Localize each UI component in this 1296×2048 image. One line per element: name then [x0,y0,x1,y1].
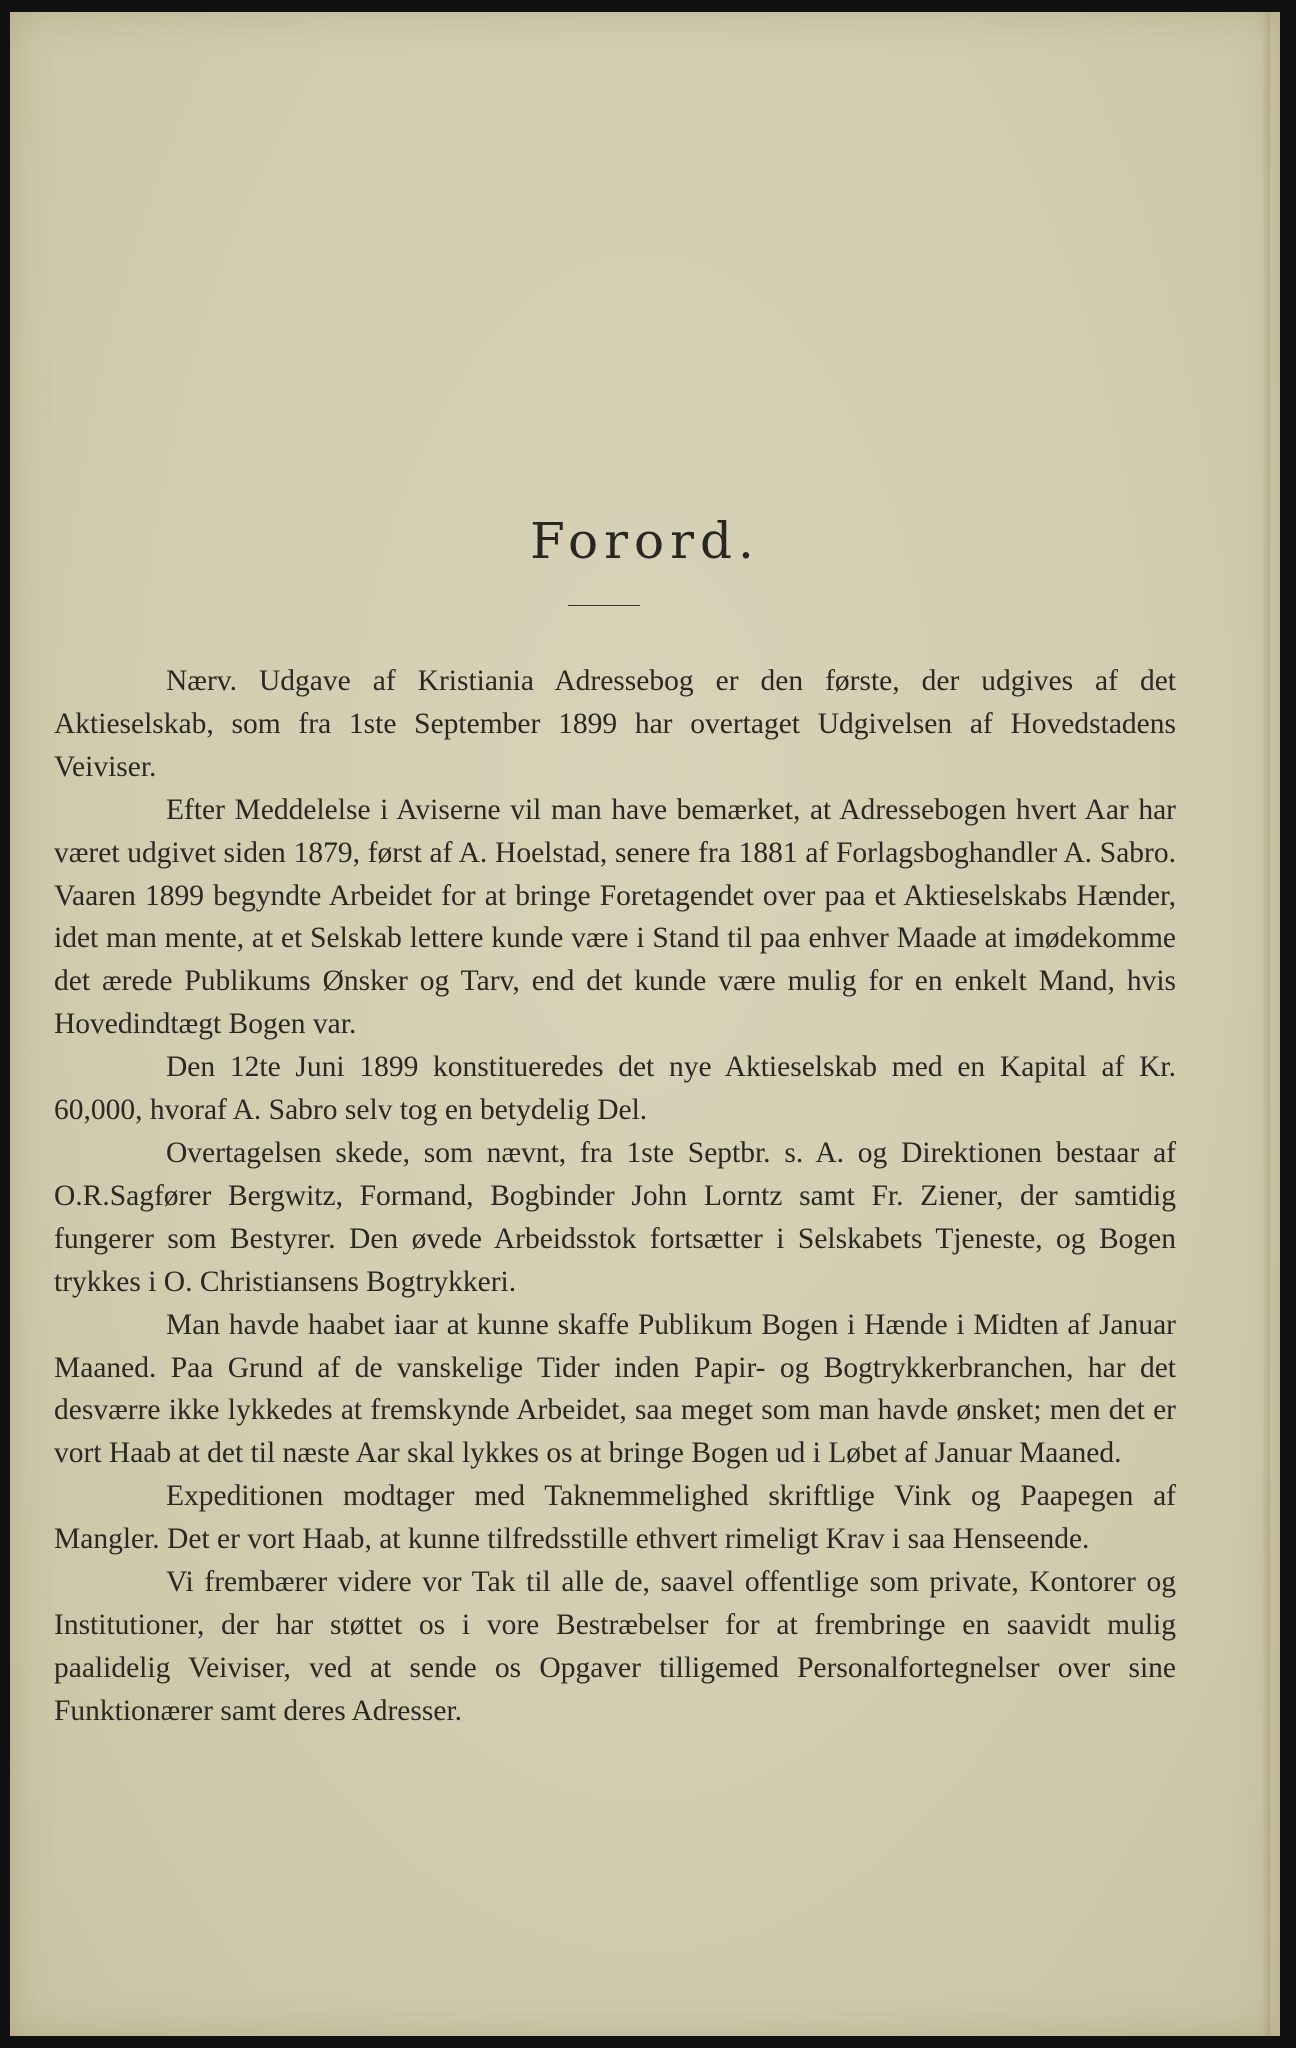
paragraph-1: Nærv. Udgave af Kristiania Adressebog er den første, der udgives af det Aktieselskab, som fra 1ste September 1899 har overtaget Udgivelsen af Hovedstadens Veiviser. [54,665,1176,783]
page-edge-shadow [1262,12,1270,2036]
paragraph-4: Overtagelsen skede, som nævnt, fra 1ste Septbr. s. A. og Direktionen bestaar af O.R.Sagfører Bergwitz, Formand, Bogbinder John Lorntz samt Fr. Ziener, der samtidig fungerer som Bestyrer. Den øvede Arbeidsstok fortsætter i Selskabets Tjeneste, og Bogen trykkes i O. Christiansens Bogtrykkeri. [54,1136,1176,1298]
title-divider [568,605,640,606]
paragraph-5: Man havde haabet iaar at kunne skaffe Publikum Bogen i Hænde i Midten af Januar Maaned. Paa Grund af de vanskelige Tider inden Papir- og Bogtrykkerbranchen, har det desværre ikke lykkedes at fremskynde Arbeidet, saa meget som man havde ønsket; men det er vort Haab at det til næste Aar skal lykkes os at bringe Bogen ud i Løbet af Januar Maaned. [54,1308,1176,1470]
paragraph-6: Expeditionen modtager med Taknemmelighed skriftlige Vink og Paapegen af Mangler. Det er vort Haab, at kunne tilfredsstille ethvert rimeligt Krav i saa Henseende. [54,1480,1176,1556]
page-title: Forord. [530,512,760,570]
preface-body [54,660,1176,1733]
paragraph-7: Vi frembærer videre vor Tak til alle de, saavel offentlige som private, Kontorer og Institutioner, der har støttet os i vore Bestræbelser for at frembringe en saavidt mulig paalidelig Veiviser, ved at sende os Opgaver tilligemed Personalfortegnelser over sine Funktionærer samt deres Adresser. [54,1566,1176,1727]
scanned-page [10,12,1280,2036]
paragraph-3: Den 12te Juni 1899 konstitueredes det nye Aktieselskab med en Kapital af Kr. 60,000, hvoraf A. Sabro selv tog en betydelig Del. [54,1051,1176,1127]
paragraph-2: Efter Meddelelse i Aviserne vil man have bemærket, at Adressebogen hvert Aar har været udgivet siden 1879, først af A. Hoelstad, senere fra 1881 af Forlagsboghandler A. Sabro. Vaaren 1899 begyndte Arbeidet for at bringe Foretagendet over paa et Aktieselskabs Hænder, idet man mente, at et Selskab lettere kunde være i Stand til paa enhver Maade at imødekomme det ærede Publikums Ønsker og Tarv, end det kunde være mulig for en enkelt Mand, hvis Hovedindtægt Bogen var. [54,793,1176,1041]
